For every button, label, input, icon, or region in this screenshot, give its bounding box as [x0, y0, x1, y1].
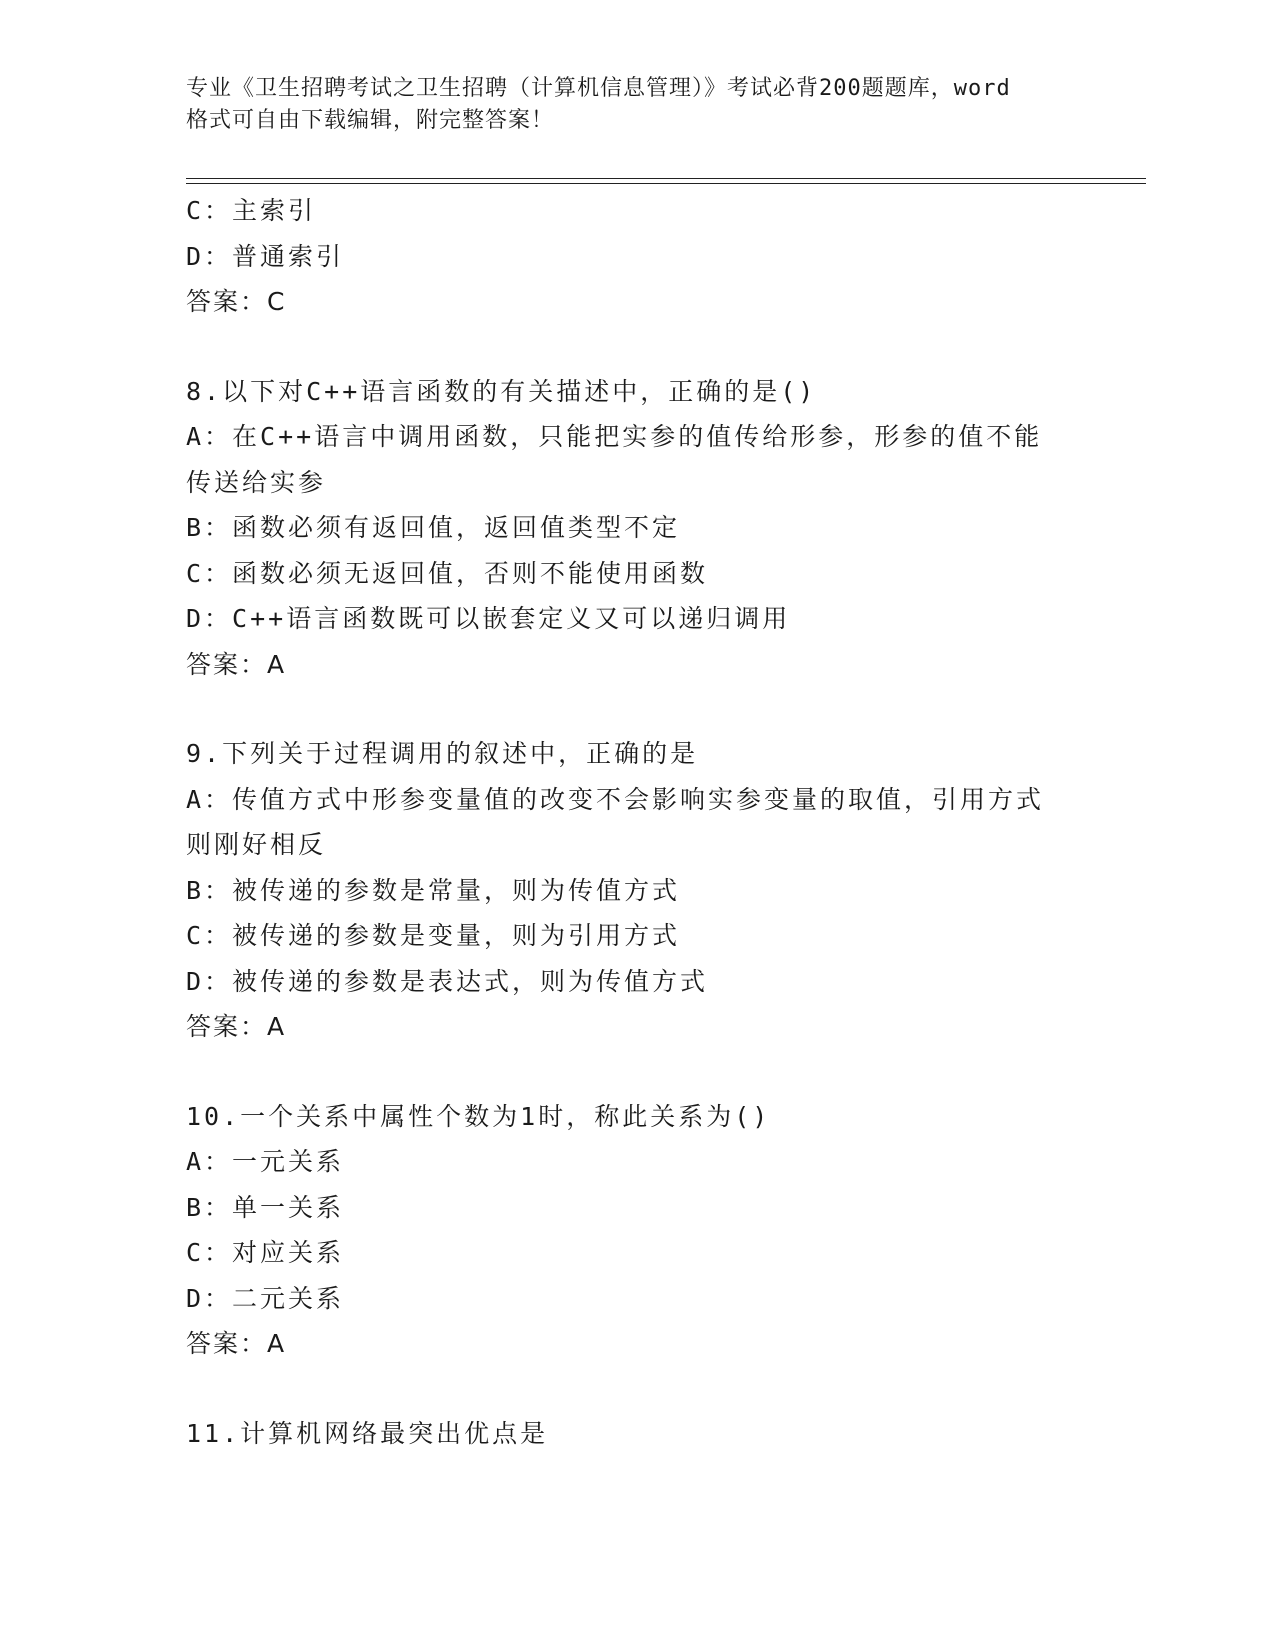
answer-line: 答案：A — [186, 1329, 287, 1358]
document-header — [186, 73, 1086, 137]
question-line: D：普通索引 — [186, 241, 345, 271]
question-line: C：主索引 — [186, 196, 317, 225]
question-line: 传送给实参 — [186, 467, 327, 497]
block-spacer — [186, 1050, 1086, 1094]
question-block — [186, 188, 1086, 325]
question-line: B：单一关系 — [186, 1192, 345, 1222]
question-block — [186, 731, 1086, 1050]
header-line-2: 格式可自由下载编辑，附完整答案！ — [186, 108, 555, 133]
question-line: A：传值方式中形参变量值的改变不会影响实参变量的取值，引用方式 — [186, 784, 1045, 814]
header-line-1: 专业《卫生招聘考试之卫生招聘（计算机信息管理）》考试必背200题题库，word — [186, 76, 1011, 101]
question-line: B：被传递的参数是常量，则为传值方式 — [186, 875, 681, 905]
question-block — [186, 1411, 1086, 1457]
question-line: D：C++语言函数既可以嵌套定义又可以递归调用 — [186, 604, 791, 633]
question-line: C：函数必须无返回值，否则不能使用函数 — [186, 558, 709, 588]
answer-line: 答案：A — [186, 1012, 287, 1041]
question-block — [186, 369, 1086, 688]
answer-line: 答案：C — [186, 287, 287, 316]
question-line: C：对应关系 — [186, 1238, 345, 1267]
question-line: D：二元关系 — [186, 1283, 345, 1313]
header-divider-bottom — [186, 183, 1146, 184]
header-divider-top — [186, 178, 1146, 179]
question-stem: 10.一个关系中属性个数为1时，称此关系为() — [186, 1101, 771, 1131]
question-stem: 8.以下对C++语言函数的有关描述中，正确的是() — [186, 376, 817, 406]
question-block — [186, 1094, 1086, 1367]
block-spacer — [186, 1367, 1086, 1411]
question-line: B：函数必须有返回值，返回值类型不定 — [186, 513, 681, 542]
block-spacer — [186, 325, 1086, 369]
question-stem: 11.计算机网络最突出优点是 — [186, 1418, 549, 1448]
question-list — [186, 188, 1086, 1456]
question-line: C：被传递的参数是变量，则为引用方式 — [186, 921, 681, 950]
answer-line: 答案：A — [186, 649, 287, 679]
question-line: A：在C++语言中调用函数，只能把实参的值传给形参，形参的值不能 — [186, 422, 1043, 451]
question-line: 则刚好相反 — [186, 830, 327, 859]
question-line: D：被传递的参数是表达式，则为传值方式 — [186, 966, 709, 996]
question-line: A：一元关系 — [186, 1147, 345, 1176]
block-spacer — [186, 687, 1086, 731]
question-stem: 9.下列关于过程调用的叙述中，正确的是 — [186, 739, 699, 768]
